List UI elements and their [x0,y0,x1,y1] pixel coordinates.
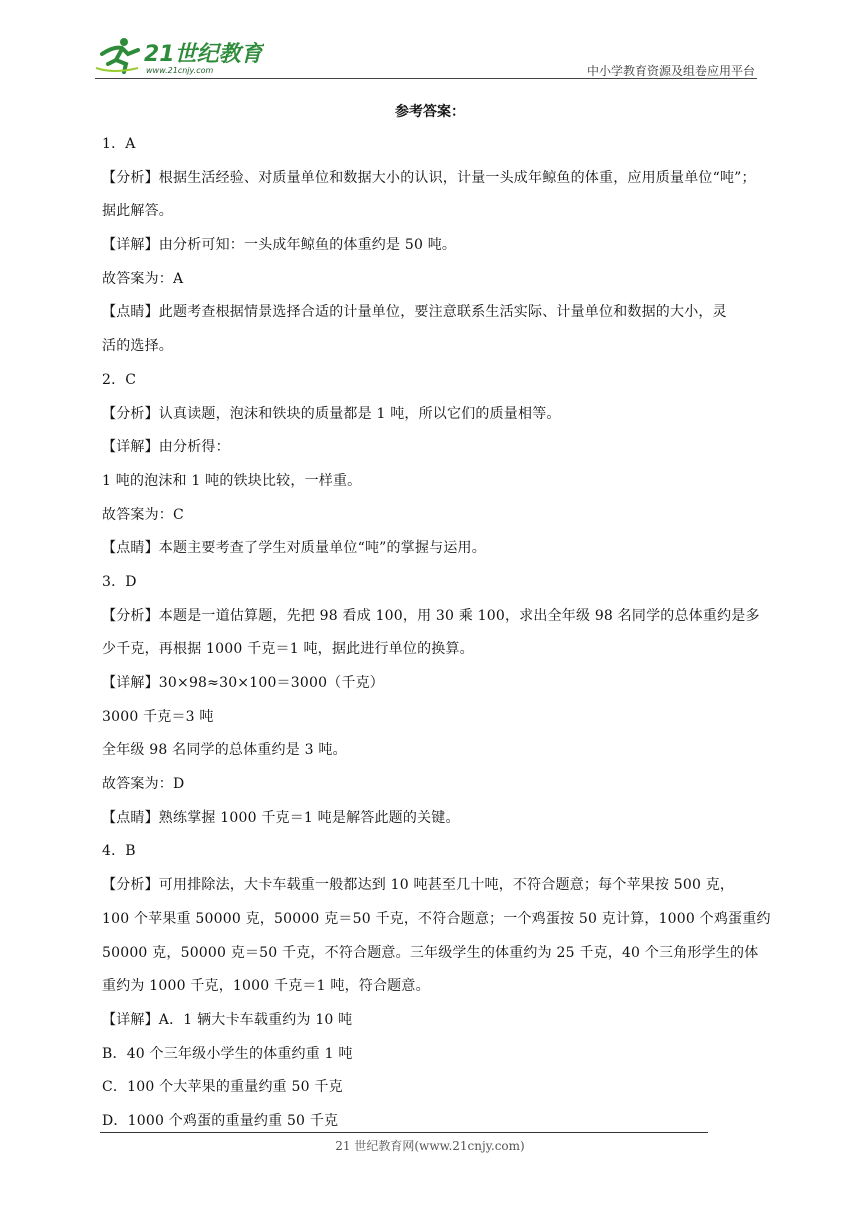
text-line: 2．C [102,371,137,388]
text-line: 【点睛】此题考查根据情景选择合适的计量单位，要注意联系生活实际、计量单位和数据的大小，灵 [102,304,727,321]
text-line: 【分析】本题是一道估算题，先把 98 看成 100，用 30 乘 100，求出全年级 98 名同学的总体重约是多 [102,607,760,624]
text-line: 50000 克，50000 克＝50 千克，不符合题意。三年级学生的体重约为 25 千克，40 个三角形学生的体 [102,944,759,961]
text-line: 全年级 98 名同学的总体重约是 3 吨。 [102,742,347,759]
page-footer: 21 世纪教育网(www.21cnjy.com) [335,1139,525,1153]
logo [94,34,264,76]
text-line: 【点睛】本题主要考查了学生对质量单位“吨”的掌握与运用。 [102,540,486,557]
logo-text: 21世纪教育 [144,42,263,67]
text-line: 【详解】由分析可知：一头成年鲸鱼的体重约是 50 吨。 [102,237,457,254]
text-line: 3000 千克＝3 吨 [102,708,214,725]
page-title: 参考答案： [395,104,465,120]
text-line: C．100 个大苹果的重量约重 50 千克 [102,1079,343,1096]
platform-name: 中小学教育资源及组卷应用平台 [586,64,755,78]
text-line: B．40 个三年级小学生的体重约重 1 吨 [102,1045,353,1062]
text-line: 【点睛】熟练掌握 1000 千克＝1 吨是解答此题的关键。 [102,809,460,826]
text-line: 4．B [102,843,136,860]
page-header [0,0,860,80]
text-line: 故答案为：D [102,776,185,793]
text-line: 1．A [102,136,136,152]
text-line: 【分析】认真读题，泡沫和铁块的质量都是 1 吨，所以它们的质量相等。 [102,405,561,422]
text-line: 故答案为：C [102,506,184,523]
footer-divider [100,1132,708,1133]
text-line: 【详解】30×98≈30×100＝3000（千克） [102,675,384,691]
answer-content [102,128,771,1139]
logo-url: www.21cnjy.com [146,66,214,75]
text-line: 100 个苹果重 50000 克，50000 克＝50 千克，不符合题意；一个鸡蛋按 50 克计算，1000 个鸡蛋重约 [102,910,771,927]
text-line: 【详解】由分析得： [102,439,230,456]
text-line: D．1000 个鸡蛋的重量约重 50 千克 [102,1112,339,1129]
text-line: 1 吨的泡沫和 1 吨的铁块比较，一样重。 [102,472,362,489]
text-line: 少千克，再根据 1000 千克＝1 吨，据此进行单位的换算。 [102,641,474,658]
text-line: 据此解答。 [102,203,173,220]
text-line: 【分析】可用排除法，大卡车载重一般都达到 10 吨甚至几十吨，不符合题意；每个苹果按 500 克， [102,877,735,894]
text-line: 3．D [102,573,137,590]
text-line: 重约为 1000 千克，1000 千克＝1 吨，符合题意。 [102,978,430,995]
text-line: 活的选择。 [102,338,173,355]
text-line: 【详解】A．1 辆大卡车载重约为 10 吨 [102,1011,353,1028]
text-line: 【分析】根据生活经验、对质量单位和数据大小的认识，计量一头成年鲸鱼的体重，应用质量单位“吨”； [102,169,756,186]
header-divider [95,78,757,79]
logo-graphic [94,34,264,76]
text-line: 故答案为：A [102,270,184,287]
